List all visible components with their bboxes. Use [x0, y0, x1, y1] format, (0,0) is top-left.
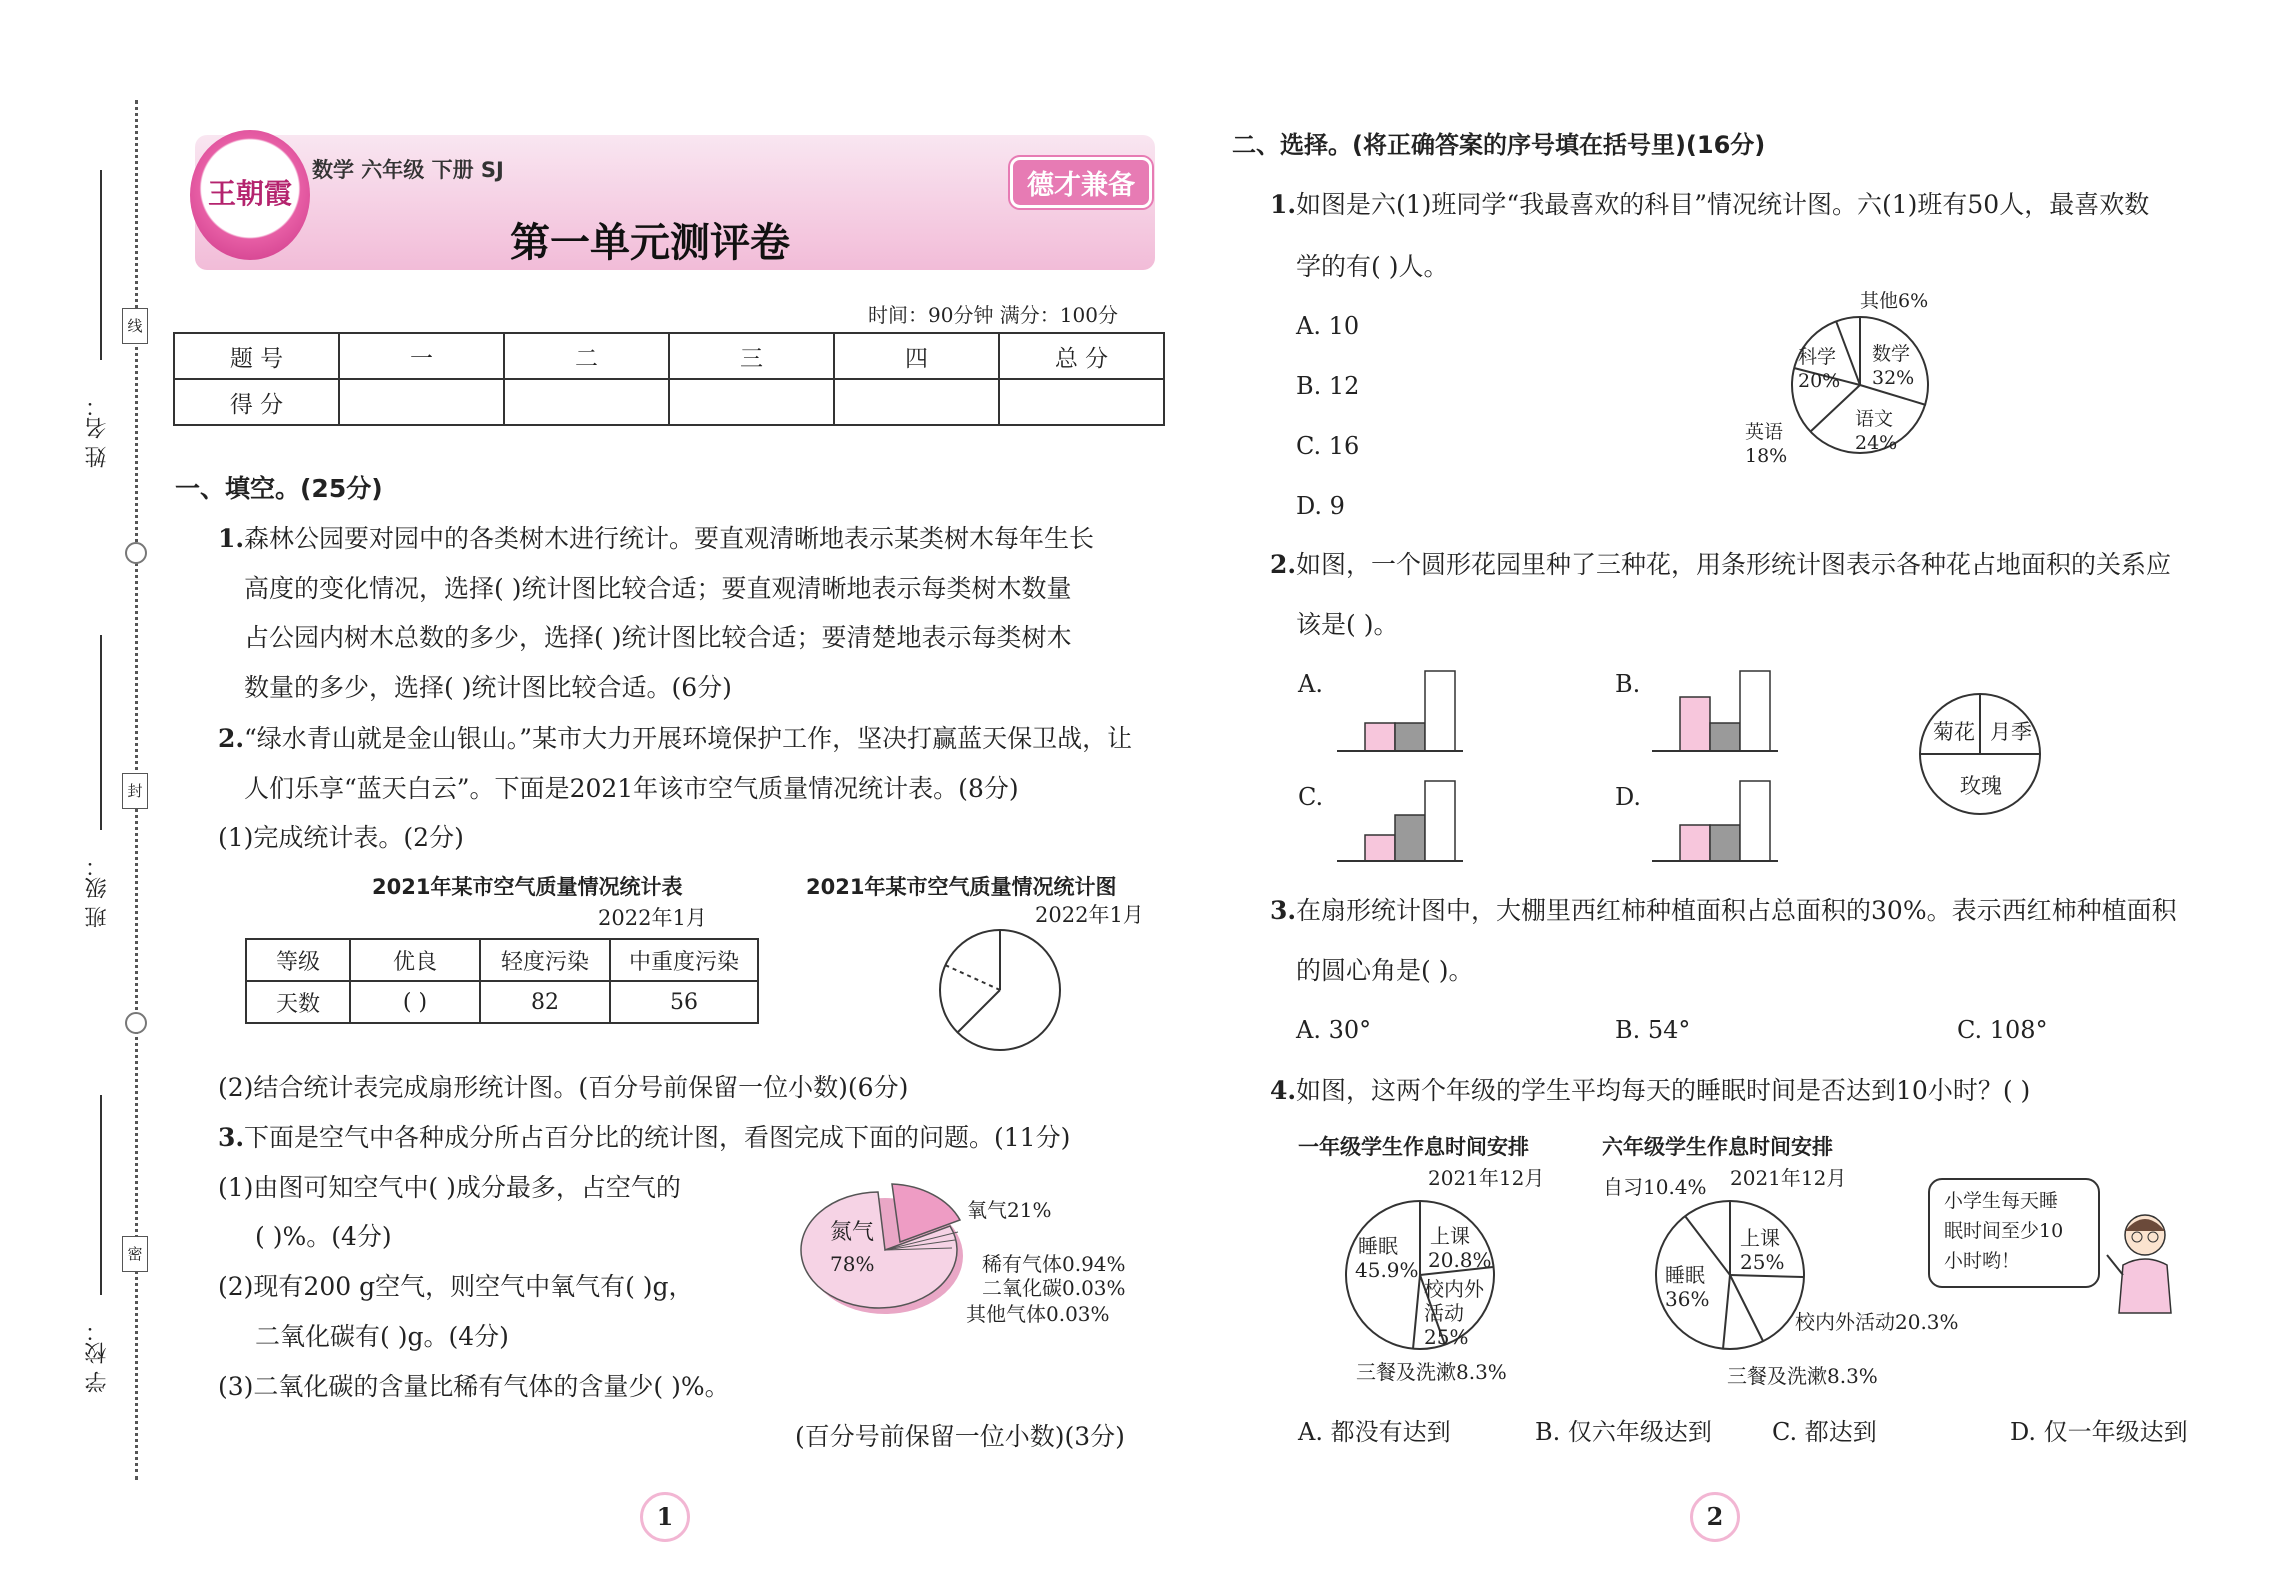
s2-q1-option[interactable]: B. 12: [1296, 372, 1360, 400]
q1-line: 占公园内树木总数的多少，选择( )统计图比较合适；要清楚地表示每类树木: [244, 623, 1072, 652]
air-pie-title: 2021年某市空气质量情况统计图: [806, 875, 1117, 899]
air-table-header: 轻度污染: [480, 939, 610, 981]
air-table-date: 2022年1月: [598, 906, 707, 930]
grade6-sleep-pct: 36%: [1665, 1287, 1710, 1311]
subject-science-label: 科学: [1798, 346, 1837, 368]
grade6-class-pct: 25%: [1740, 1250, 1785, 1274]
air-table-cell: 天数: [246, 981, 350, 1023]
teacher-icon: [2105, 1205, 2185, 1315]
grade6-meals-label: 三餐及洗漱8.3%: [1727, 1364, 1878, 1388]
s2-q3-option[interactable]: C. 108°: [1957, 1016, 2048, 1044]
s2-q2-line: 该是( )。: [1296, 610, 1399, 639]
air-table-title: 2021年某市空气质量情况统计表: [372, 875, 683, 899]
air-table-cell: 56: [610, 981, 758, 1023]
q3-sub2-cont: 二氧化碳有( )g。(4分): [255, 1322, 509, 1351]
s2-q1-option[interactable]: C. 16: [1296, 432, 1360, 460]
grade6-date: 2021年12月: [1730, 1166, 1847, 1190]
score-row-label: 得 分: [174, 379, 339, 425]
s2-q4-option[interactable]: B. 仅六年级达到: [1535, 1418, 1712, 1446]
page-number: 1: [640, 1492, 690, 1542]
class-label: 班 级：: [85, 855, 110, 928]
s2-q4-option[interactable]: A. 都没有达到: [1298, 1418, 1451, 1446]
air-composition-pie: [800, 1170, 970, 1320]
s2-q2-option-c[interactable]: C.: [1298, 783, 1324, 811]
air-quality-table: [245, 938, 759, 1024]
grade1-sleep-label: 睡眠: [1358, 1234, 1398, 1258]
grade6-activity-label: 校内外活动20.3%: [1795, 1310, 1959, 1334]
score-table: [173, 332, 1165, 426]
s2-q4-number: 4.: [1270, 1076, 1297, 1105]
school-label: 学 校：: [85, 1320, 110, 1393]
s2-q4-option[interactable]: D. 仅一年级达到: [2010, 1418, 2188, 1446]
grade1-class-pct: 20.8%: [1428, 1248, 1492, 1272]
bar-option-d: [1650, 775, 1780, 865]
air-table-cell: 82: [480, 981, 610, 1023]
grade6-class-label: 上课: [1740, 1226, 1780, 1250]
score-header-cell: 一: [339, 333, 504, 379]
garden-label-b: 月季: [1990, 720, 2032, 744]
bar-option-a: [1335, 665, 1465, 755]
s2-q3-line: 的圆心角是( )。: [1296, 956, 1474, 985]
score-header-cell: 二: [504, 333, 669, 379]
rare-gas-label: 稀有气体0.94%: [982, 1252, 1126, 1276]
air-table-header: 中重度污染: [610, 939, 758, 981]
name-label: 姓 名：: [85, 395, 110, 468]
s2-q3-line: 在扇形统计图中，大棚里西红柿种植面积占总面积的30%。表示西红柿种植面积: [1296, 896, 2177, 925]
co2-label: 二氧化碳0.03%: [982, 1276, 1126, 1300]
grade1-activity-label-2: 活动: [1424, 1301, 1464, 1325]
name-blank-line: [100, 170, 102, 360]
other-gas-label: 其他气体0.03%: [966, 1302, 1110, 1326]
grade6-title: 六年级学生作息时间安排: [1602, 1135, 1833, 1159]
q1-number: 1.: [218, 524, 245, 553]
speech-line: 小学生每天睡: [1944, 1190, 2059, 1212]
s2-q2-option-a[interactable]: A.: [1298, 670, 1323, 698]
s2-q2-option-b[interactable]: B.: [1615, 670, 1641, 698]
bar-option-c: [1335, 775, 1465, 865]
s2-q2-option-d[interactable]: D.: [1615, 783, 1642, 811]
score-blank-cell[interactable]: [504, 379, 669, 425]
q1-line: 森林公园要对园中的各类树木进行统计。要直观清晰地表示某类树木每年生长: [244, 524, 1095, 553]
s2-q3-number: 3.: [1270, 896, 1297, 925]
score-header-cell: 三: [669, 333, 834, 379]
class-blank-line: [100, 635, 102, 830]
score-blank-cell[interactable]: [669, 379, 834, 425]
q3-line: 下面是空气中各种成分所占百分比的统计图，看图完成下面的问题。(11分): [244, 1123, 1071, 1152]
s2-q2-line: 如图，一个圆形花园里种了三种花，用条形统计图表示各种花占地面积的关系应: [1296, 550, 2172, 579]
s2-q2-number: 2.: [1270, 550, 1297, 579]
q1-line: 高度的变化情况，选择( )统计图比较合适；要直观清晰地表示每类树木数量: [244, 574, 1072, 603]
s2-q1-option[interactable]: D. 9: [1296, 492, 1345, 520]
q3-sub1: (1)由图可知空气中( )成分最多，占空气的: [218, 1173, 681, 1202]
air-table-header: 优良: [350, 939, 480, 981]
nitrogen-label: 氮气: [830, 1220, 875, 1245]
q3-sub3: (3)二氧化碳的含量比稀有气体的含量少( )%。: [218, 1372, 730, 1401]
binding-tag-seal: 封: [122, 773, 148, 809]
grade1-meals-label: 三餐及洗漱8.3%: [1356, 1360, 1507, 1384]
page-title: 第一单元测评卷: [510, 220, 790, 266]
s2-q1-option[interactable]: A. 10: [1296, 312, 1360, 340]
grade6-study-label: 自习10.4%: [1603, 1175, 1707, 1199]
grade1-sleep-pct: 45.9%: [1355, 1258, 1419, 1282]
q3-sub2: (2)现有200 g空气，则空气中氧气有( )g，: [218, 1272, 694, 1301]
score-blank-cell[interactable]: [834, 379, 999, 425]
garden-label-a: 菊花: [1933, 720, 1975, 744]
subject-english-label: 英语: [1745, 421, 1784, 443]
q3-number: 3.: [218, 1123, 245, 1152]
grade6-sleep-label: 睡眠: [1665, 1263, 1705, 1287]
subject-other-label: 其他6%: [1860, 290, 1929, 312]
school-blank-line: [100, 1095, 102, 1295]
s2-q1-number: 1.: [1270, 190, 1297, 219]
grade1-date: 2021年12月: [1428, 1166, 1545, 1190]
speech-line: 小时哟！: [1944, 1250, 2021, 1272]
subject-science-pct: 20%: [1798, 370, 1841, 392]
score-header-cell: 四: [834, 333, 999, 379]
logo-text: 王朝霞: [207, 177, 292, 210]
subject-chinese-label: 语文: [1855, 408, 1894, 430]
subject-math-pct: 32%: [1872, 367, 1915, 389]
motto-badge: 德才兼备: [1010, 157, 1152, 208]
q2-line: 人们乐享“蓝天白云”。下面是2021年该市空气质量情况统计表。(8分): [244, 774, 1019, 803]
q3-sub1-cont: ( )%。(4分): [255, 1222, 392, 1251]
nitrogen-pct: 78%: [830, 1252, 875, 1276]
q3-note: (百分号前保留一位小数)(3分): [795, 1422, 1125, 1451]
s2-q4-line: 如图，这两个年级的学生平均每天的睡眠时间是否达到10小时？( ): [1296, 1076, 2031, 1105]
time-info: 时间：90分钟 满分：100分: [868, 303, 1118, 327]
air-table-answer-cell[interactable]: ( ): [350, 981, 480, 1023]
page-number: 2: [1690, 1492, 1740, 1542]
subject-chinese-pct: 24%: [1855, 432, 1898, 454]
score-blank-cell[interactable]: [999, 379, 1164, 425]
binding-ring-icon: [125, 1012, 147, 1034]
s2-q1-line: 如图是六(1)班同学“我最喜欢的科目”情况统计图。六(1)班有50人，最喜欢数: [1296, 190, 2150, 219]
q1-line: 数量的多少，选择( )统计图比较合适。(6分): [244, 673, 732, 702]
bar-option-b: [1650, 665, 1780, 755]
speech-line: 眠时间至少10: [1944, 1220, 2064, 1242]
s2-q3-option[interactable]: B. 54°: [1615, 1016, 1691, 1044]
air-table-header: 等级: [246, 939, 350, 981]
subject-math-label: 数学: [1872, 343, 1911, 365]
subject-line: 数学 六年级 下册 SJ: [312, 158, 504, 182]
s2-q4-option[interactable]: C. 都达到: [1772, 1418, 1877, 1446]
garden-circle: [1910, 690, 2050, 820]
s2-q3-option[interactable]: A. 30°: [1296, 1016, 1372, 1044]
section1-heading: 一、填空。(25分): [175, 474, 383, 503]
speech-bubble: [1928, 1178, 2100, 1288]
score-header-cell: 题 号: [174, 333, 339, 379]
grade1-activity-label: 校内外: [1424, 1277, 1484, 1301]
q2-sub2: (2)结合统计表完成扇形统计图。(百分号前保留一位小数)(6分): [218, 1073, 909, 1102]
binding-tag-line: 线: [122, 308, 148, 344]
grade1-activity-pct: 25%: [1424, 1325, 1469, 1349]
q2-number: 2.: [218, 724, 245, 753]
section2-heading: 二、选择。(将正确答案的序号填在括号里)(16分): [1232, 131, 1766, 159]
s2-q1-line: 学的有( )人。: [1296, 252, 1449, 281]
q2-sub1: (1)完成统计表。(2分): [218, 823, 464, 852]
subject-english-pct: 18%: [1745, 445, 1788, 467]
score-blank-cell[interactable]: [339, 379, 504, 425]
brand-logo: [190, 130, 310, 260]
garden-label-c: 玫瑰: [1960, 774, 2002, 798]
binding-ring-icon: [125, 542, 147, 564]
air-quality-blank-pie: [930, 925, 1070, 1055]
q2-line: “绿水青山就是金山银山。”某市大力开展环境保护工作，坚决打赢蓝天保卫战，让: [244, 724, 1133, 753]
oxygen-label: 氧气21%: [967, 1198, 1052, 1222]
air-pie-date: 2022年1月: [1035, 903, 1144, 927]
score-header-cell: 总 分: [999, 333, 1164, 379]
grade1-class-label: 上课: [1430, 1224, 1470, 1248]
grade1-title: 一年级学生作息时间安排: [1298, 1135, 1529, 1159]
binding-tag-secret: 密: [122, 1236, 148, 1272]
